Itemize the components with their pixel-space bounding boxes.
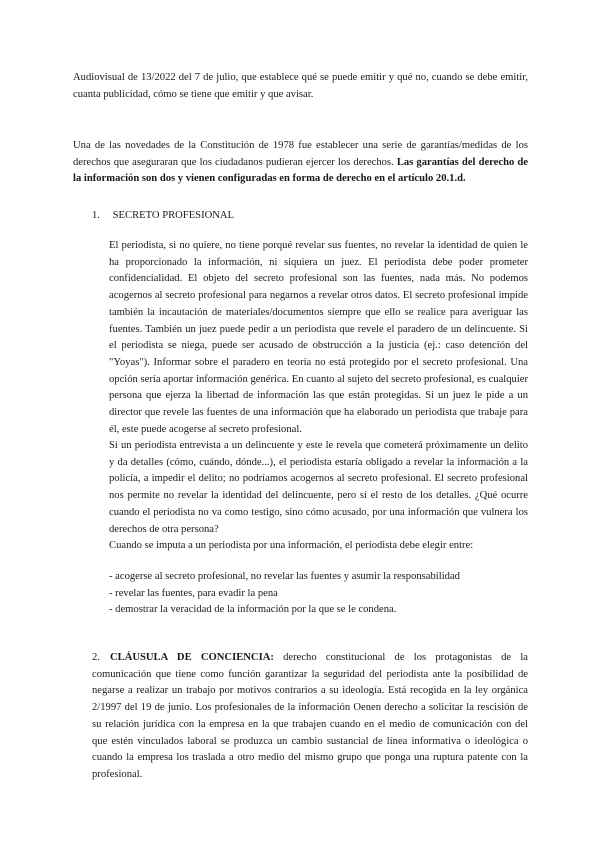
section-number: 1.	[92, 210, 100, 221]
guarantees-text: Una de las novedades de la Constitución de 1978 fue establecer una serie de garantías/medidas de los derechos que aseguraran que los ciudadanos pudieran ejercer los derechos.	[73, 140, 528, 168]
section-title: CLÁUSULA DE CONCIENCIA:	[110, 652, 274, 663]
secreto-paragraph-1: El periodista, si no quiere, no tiene porqué revelar sus fuentes, no revelar la identidad de quien le ha proporcionado la información, ni siquiera un juez. El periodista debe poder prometer confidencialidad. El objeto del secreto profesional son las fuentes, nada más. No podemos acogernos al secreto profesional para negarnos a revelar otros datos. El secreto profesional impide también la incautación de materiales/documentos siempre que ello se realice para averiguar las fuentes. También un juez puede pedir a un periodista que revele el paradero de un delincuente. Si el periodista se niega, puede ser acusado de obstrucción a la justicia (ej.: caso detención del "Yoyas"). Informar sobre el paradero en teoría no está protegido por el secreto profesional. Una opción sería aportar información genérica. En cuanto al sujeto del secreto profesional, es cualquier persona que ejerza la libertad de información las que están protegidas. Si un juez le pide a un director que revele las fuentes de una información que ha elaborado un periodista que trabaje para él, este puede acogerse al secreto profesional.	[109, 240, 528, 435]
guarantees-bold-text: Las garantías del derecho de la información son dos y vienen configuradas en forma de derecho en el artículo 20.1.d.	[73, 156, 528, 185]
secreto-paragraph-2: Si un periodista entrevista a un delincuente y este le revela que cometerá próximamente un delito y da detalles (cómo, cuándo, dónde...), el periodista estaría obligado a revelar la información a la policía, a impedir el delito; no podríamos acogernos al secreto profesional. El secreto profesional nos permite no revelar la identidad del delincuente, pero sí el resto de los detalles. ¿Qué ocurre cuando el periodista no va como testigo, sino cómo acusado, por una información que vulnera los derechos de otra persona?	[109, 440, 528, 535]
intro-paragraph: Audiovisual de 13/2022 del 7 de julio, que establece qué se puede emitir y qué no, cuando se debe emitir, cuanta publicidad, cómo se tiene que emitir y que avisar.	[73, 72, 528, 100]
section-heading-secreto	[92, 208, 492, 225]
options-list	[109, 569, 528, 619]
section-title: SECRETO PROFESIONAL	[112, 210, 235, 221]
list-item: - revelar las fuentes, para evadir la pena	[109, 587, 278, 599]
clausula-text: derecho constitucional de los protagonistas de la comunicación que tiene como función garantizar la seguridad del periodista ante la posibilidad de negarse a realizar un trabajo por motivos contrarios a su ideología. Está recogida en la ley orgánica 2/1997 del 19 de junio. Los profesionales de la información Oenen derecho a solicitar la rescisión de su relación jurídica con la empresa en la que trabajen cuando en el medio de comunicación con del que estén vinculados laboral se produzca un cambio sustancial de línea informativa o ideológica o cuando la empresa los traslada a otro medio del mismo grupo que ponga una ruptura patente con la profesional.	[92, 652, 528, 780]
clausula-paragraph	[92, 650, 528, 784]
secreto-paragraph-3: Cuando se imputa a un periodista por una información, el periodista debe elegir entre:	[109, 540, 474, 551]
list-item: - demostrar la veracidad de la información por la que se le condena.	[109, 604, 397, 616]
section-number: 2.	[92, 652, 100, 663]
guarantees-paragraph	[73, 138, 528, 188]
list-item: - acogerse al secreto profesional, no revelar las fuentes y asumir la responsabilidad	[109, 571, 460, 582]
